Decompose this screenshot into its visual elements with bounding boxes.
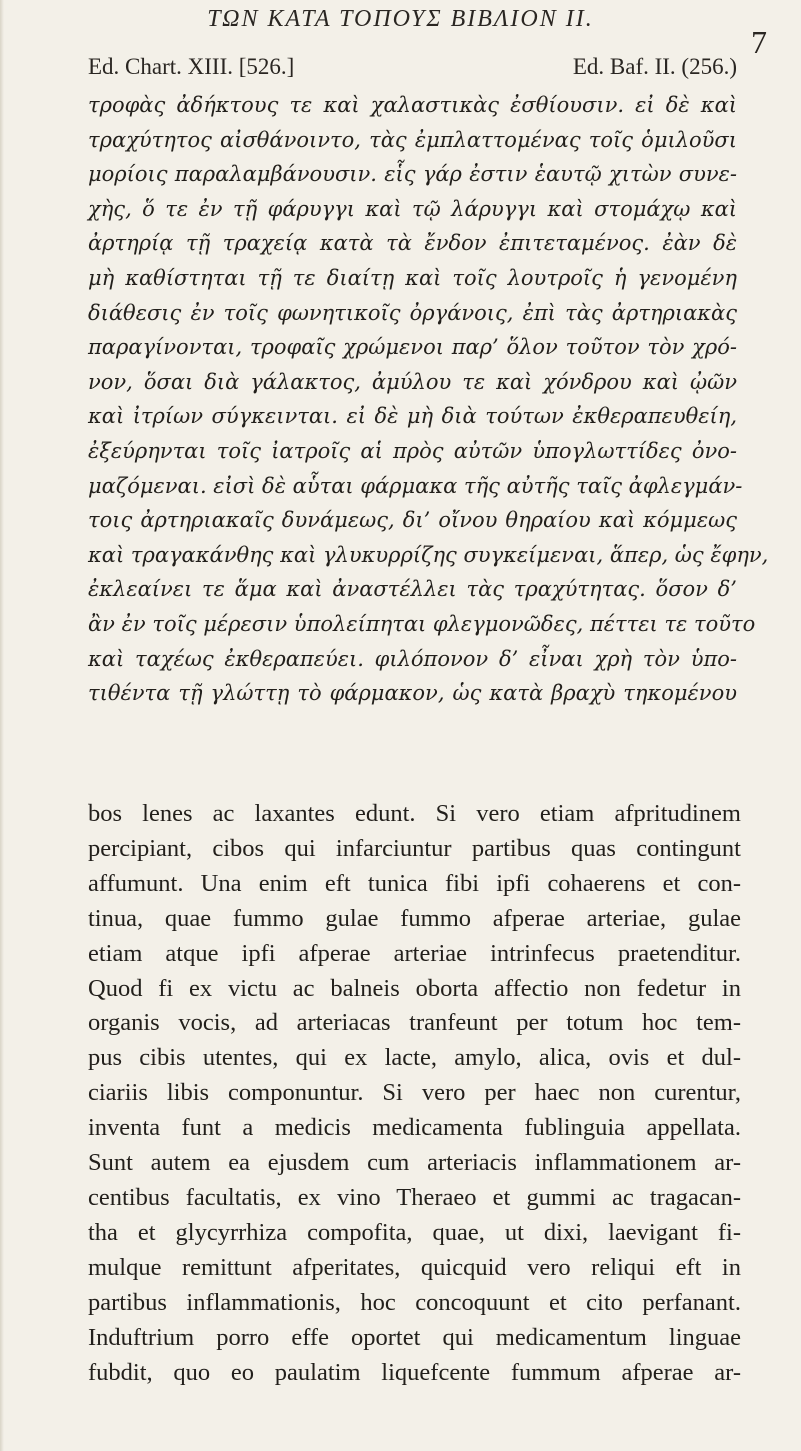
page-edge-shadow — [0, 0, 4, 1451]
chartier-edition-ref: Ed. Chart. XIII. [526.] — [88, 54, 295, 79]
greek-text-line: τιθέντα τῇ γλώττῃ τὸ φάρμακον, ὡς κατὰ βραχὺ τηκομένου — [88, 681, 737, 706]
latin-text-line: organis vocis, ad arteriacas tranfeunt per totum hoc tem- — [88, 1009, 741, 1037]
latin-text-line: ciariis libis componuntur. Si vero per haec non curentur, — [88, 1079, 741, 1107]
latin-text-block — [88, 797, 741, 1390]
greek-text-line: καὶ τραγακάνθης καὶ γλυκυρρίζης συγκείμεναι, ἅπερ, ὡς ἔφην, — [88, 542, 769, 567]
latin-text-line: fubdit, quo eo paulatim liquefcente fummum afperae ar- — [88, 1358, 741, 1386]
latin-text-line: inventa funt a medicis medicamenta fublinguia appellata. — [88, 1114, 741, 1142]
greek-text-line: χὴς, ὅ τε ἐν τῇ φάρυγγι καὶ τῷ λάρυγγι καὶ στομάχῳ καὶ — [88, 196, 737, 221]
greek-text-block — [88, 88, 769, 711]
page-number: 7 — [751, 24, 767, 60]
greek-text-line: τραχύτητος αἰσθάνοιντο, τὰς ἐμπλαττομένας τοῖς ὁμιλοῦσι — [88, 127, 737, 152]
latin-text-line: tha et glycyrrhiza compofita, quae, ut dixi, laevigant fi- — [88, 1218, 741, 1246]
greek-text-line: τροφὰς ἀδήκτους τε καὶ χαλαστικὰς ἐσθίουσιν. εἰ δὲ καὶ — [88, 93, 737, 117]
latin-text-line: pus cibis utentes, qui ex lacte, amylo, alica, ovis et dul- — [88, 1044, 741, 1072]
latin-text-line: tinua, quae fummo gulae fummo afperae arteriae, gulae — [88, 904, 741, 932]
latin-text-line: affumunt. Una enim eft tunica fibi ipfi cohaerens et con- — [88, 869, 741, 897]
greek-text-line: ἐκλεαίνει τε ἅμα καὶ ἀναστέλλει τὰς τραχύτητας. ὅσον δ’ — [88, 577, 737, 602]
greek-text-line: μὴ καθίστηται τῇ τε διαίτῃ καὶ τοῖς λουτροῖς ἡ γενομένη — [88, 265, 737, 290]
greek-text-line: καὶ ἰτρίων σύγκεινται. εἰ δὲ μὴ διὰ τούτων ἐκθεραπευθείη, — [88, 404, 737, 429]
running-title: ΤΩΝ ΚΑΤΑ ΤΟΠΟΥΣ ΒΙΒΛΙΟΝ II. — [207, 6, 594, 32]
greek-text-line: καὶ ταχέως ἐκθεραπεύει. φιλόπονον δ’ εἶναι χρὴ τὸν ὑπο- — [88, 646, 737, 671]
greek-text-line: νον, ὅσαι διὰ γάλακτος, ἀμύλου τε καὶ χόνδρου καὶ ᾠῶν — [88, 369, 737, 394]
greek-text-line: παραγίνονται, τροφαῖς χρώμενοι παρ’ ὅλον τοῦτον τὸν χρό- — [88, 335, 737, 360]
latin-text-line: percipiant, cibos qui infarciuntur partibus quas contingunt — [88, 834, 741, 862]
greek-text-line: τοις ἀρτηριακαῖς δυνάμεως, δι’ οἴνου θηραίου καὶ κόμμεως — [88, 508, 737, 533]
edition-references — [88, 54, 737, 80]
greek-text-line: διάθεσις ἐν τοῖς φωνητικοῖς ὀργάνοις, ἐπὶ τὰς ἀρτηριακὰς — [88, 300, 737, 325]
greek-text-line: ἀρτηρίᾳ τῇ τραχείᾳ κατὰ τὰ ἔνδον ἐπιτεταμένος. ἐὰν δὲ — [88, 231, 737, 256]
latin-text-line: Induftrium porro effe oportet qui medicamentum linguae — [88, 1323, 741, 1351]
latin-text-line: partibus inflammationis, hoc concoquunt et cito perfanant. — [88, 1288, 741, 1316]
latin-text-line: centibus facultatis, ex vino Theraeo et gummi ac tragacan- — [88, 1183, 741, 1211]
greek-text-line: μαζόμεναι. εἰσὶ δὲ αὗται φάρμακα τῆς αὐτῆς ταῖς ἀφλεγμάν- — [88, 473, 743, 498]
basel-edition-ref: Ed. Baf. II. (256.) — [572, 54, 737, 79]
latin-text-line: Sunt autem ea ejusdem cum arteriacis inflammationem ar- — [88, 1149, 741, 1177]
latin-text-line: etiam atque ipfi afperae arteriae intrinfecus praetenditur. — [88, 939, 741, 967]
latin-text-line: Quod fi ex victu ac balneis oborta affectio non fedetur in — [88, 974, 741, 1002]
latin-text-line: mulque remittunt afperitates, quicquid vero reliqui eft in — [88, 1253, 741, 1281]
latin-text-line: bos lenes ac laxantes edunt. Si vero etiam afpritudinem — [88, 800, 741, 827]
greek-text-line: μορίοις παραλαμβάνουσιν. εἷς γάρ ἐστιν ἑαυτῷ χιτὼν συνε- — [88, 162, 737, 187]
greek-text-line: ἂν ἐν τοῖς μέρεσιν ὑπολείπηται φλεγμονῶδες, πέττει τε τοῦτο — [88, 611, 756, 636]
greek-text-line: ἐξεύρηνται τοῖς ἰατροῖς αἱ πρὸς αὐτῶν ὑπογλωττίδες ὀνο- — [88, 438, 737, 463]
